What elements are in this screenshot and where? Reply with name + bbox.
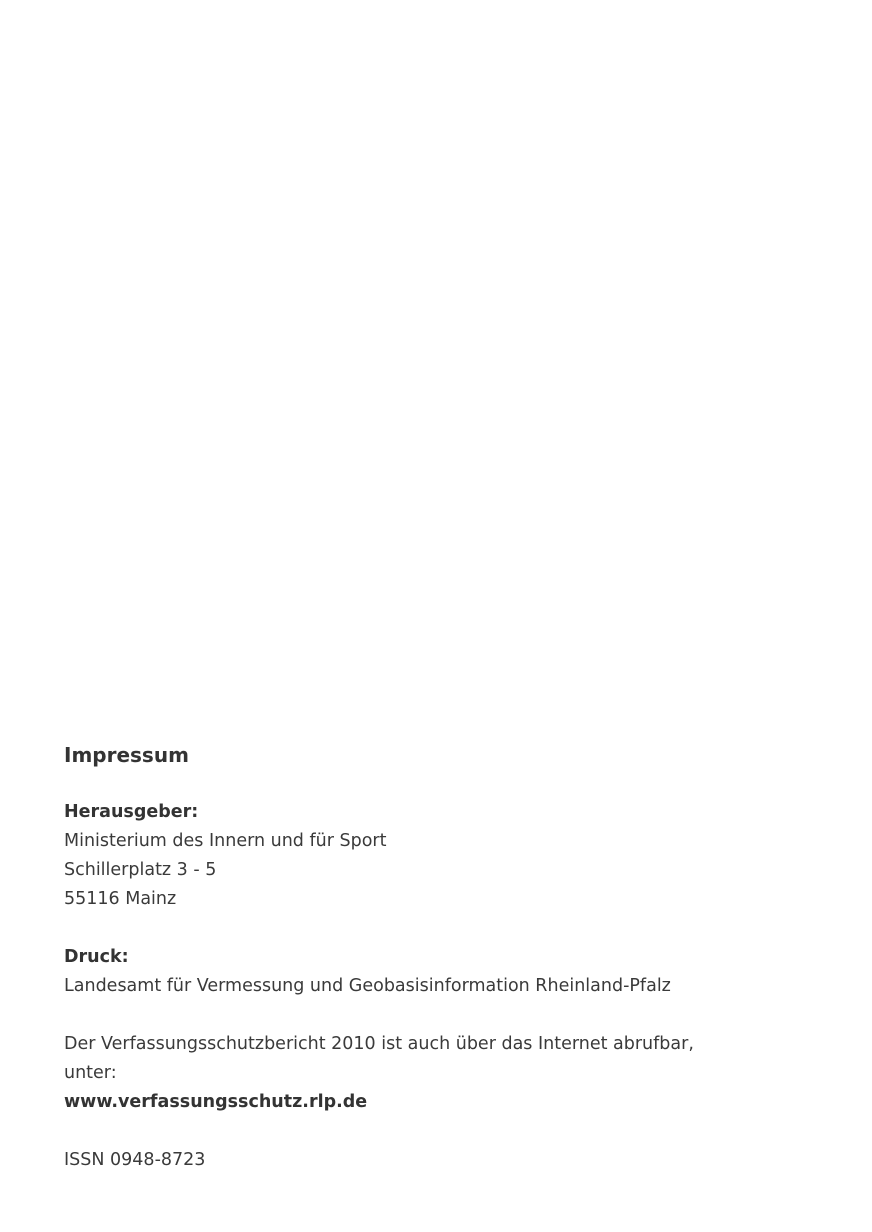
publisher-block — [64, 798, 824, 914]
website-link[interactable]: www.verfassungsschutz.rlp.de — [64, 1092, 368, 1112]
print-block — [64, 943, 824, 1001]
internet-block — [64, 1030, 824, 1117]
internet-note-line2: unter: — [64, 1063, 117, 1083]
impressum-title: Impressum — [64, 743, 189, 767]
publisher-city: 55116 Mainz — [64, 889, 177, 909]
publisher-label: Herausgeber: — [64, 802, 199, 822]
publisher-street: Schillerplatz 3 - 5 — [64, 860, 217, 880]
print-label: Druck: — [64, 947, 129, 967]
print-company: Landesamt für Vermessung und Geobasisinformation Rheinland-Pfalz — [64, 976, 671, 996]
issn-block — [64, 1146, 824, 1175]
issn-number: ISSN 0948-8723 — [64, 1150, 206, 1170]
internet-note-line1: Der Verfassungsschutzbericht 2010 ist auch über das Internet abrufbar, — [64, 1034, 694, 1054]
publisher-name: Ministerium des Innern und für Sport — [64, 831, 387, 851]
impressum-section — [64, 740, 824, 1204]
